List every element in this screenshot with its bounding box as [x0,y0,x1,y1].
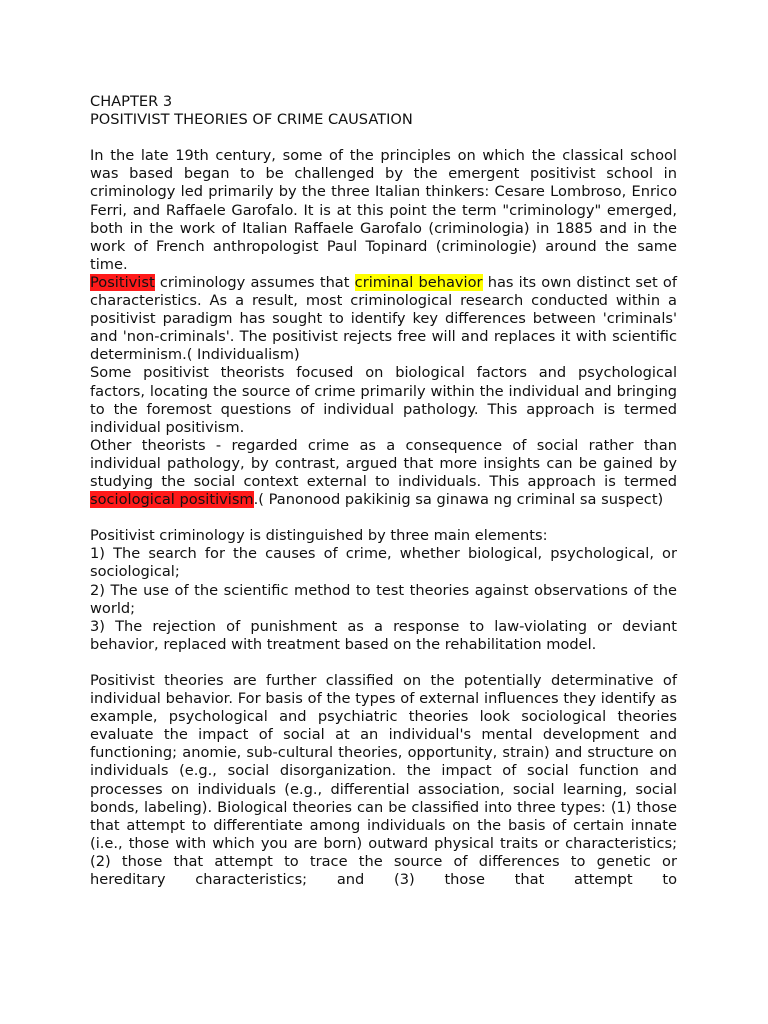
element-item-2: 2) The use of the scientific method to test theories against observations of the world; [90,581,677,617]
chapter-label: CHAPTER 3 [90,93,173,110]
assumption-paragraph [90,274,677,364]
highlight-positivist: Positivist [90,273,155,291]
sociological-text-1: Other theorists - regarded crime as a consequence of social rather than individual pathology, by contrast, argued that more insights can be gained by studying the social context external to individuals. This approach is termed [90,436,677,490]
assumption-text-2: has its own distinct set of characteristics. As a result, most criminological research conducted within a positivist paradigm has sought to identify key differences between 'criminals' and 'non-criminals'. The positivist rejects free will and replaces it with scientific determinism.( Individualism) [90,273,677,364]
sociological-text-2: .( Panonood pakikinig sa ginawa ng criminal sa suspect) [253,491,664,509]
elements-intro: Positivist criminology is distinguished by three main elements: [90,527,548,545]
document-page [90,93,677,889]
blank-line [90,129,677,147]
sociological-paragraph [90,437,677,509]
blank-line [90,509,677,527]
biological-paragraph: Some positivist theorists focused on biological factors and psychological factors, locating the source of crime primarily within the individual and bringing to the foremost questions of individual pathology. This approach is termed individual positivism. [90,364,677,436]
element-item-1: 1) The search for the causes of crime, whether biological, psychological, or sociological; [90,545,677,581]
element-item-3: 3) The rejection of punishment as a response to law-violating or deviant behavior, replaced with treatment based on the rehabilitation model. [90,617,677,653]
classification-paragraph: Positivist theories are further classified on the potentially determinative of individual behavior. For basis of the types of external influences they identify as example, psychological and psychiatric theories look sociological theories evaluate the impact of social at an individual's mental development and functioning; anomie, sub-cultural theories, opportunity, strain) and structure on individuals (e.g., social disorganization. the impact of social function and processes on individuals (e.g., differential association, social learning, social bonds, labeling). Biological theories can be classified into three types: (1) those that attempt to differentiate among individuals on the basis of certain innate (i.e., those with which you are born) outward physical traits or characteristics; (2) those that attempt to trace the source of differences to genetic or hereditary characteristics; and (3) those that attempt to [90,672,677,889]
highlight-criminal-behavior: criminal behavior [354,273,483,291]
highlight-sociological-positivism: sociological positivism [90,491,254,509]
assumption-text-1: criminology assumes that [154,273,355,291]
intro-paragraph: In the late 19th century, some of the principles on which the classical school was based began to be challenged by the emergent positivist school in criminology led primarily by the three Italian thinkers: Cesare Lombroso, Enrico Ferri, and Raffaele Garofalo. It is at this point the term "criminology" emerged, both in the work of Italian Raffaele Garofalo (criminologia) in 1885 and in the work of French anthropologist Paul Topinard (criminologie) around the same time. [90,147,677,273]
blank-line [90,654,677,672]
chapter-title: POSITIVIST THEORIES OF CRIME CAUSATION [90,111,413,129]
